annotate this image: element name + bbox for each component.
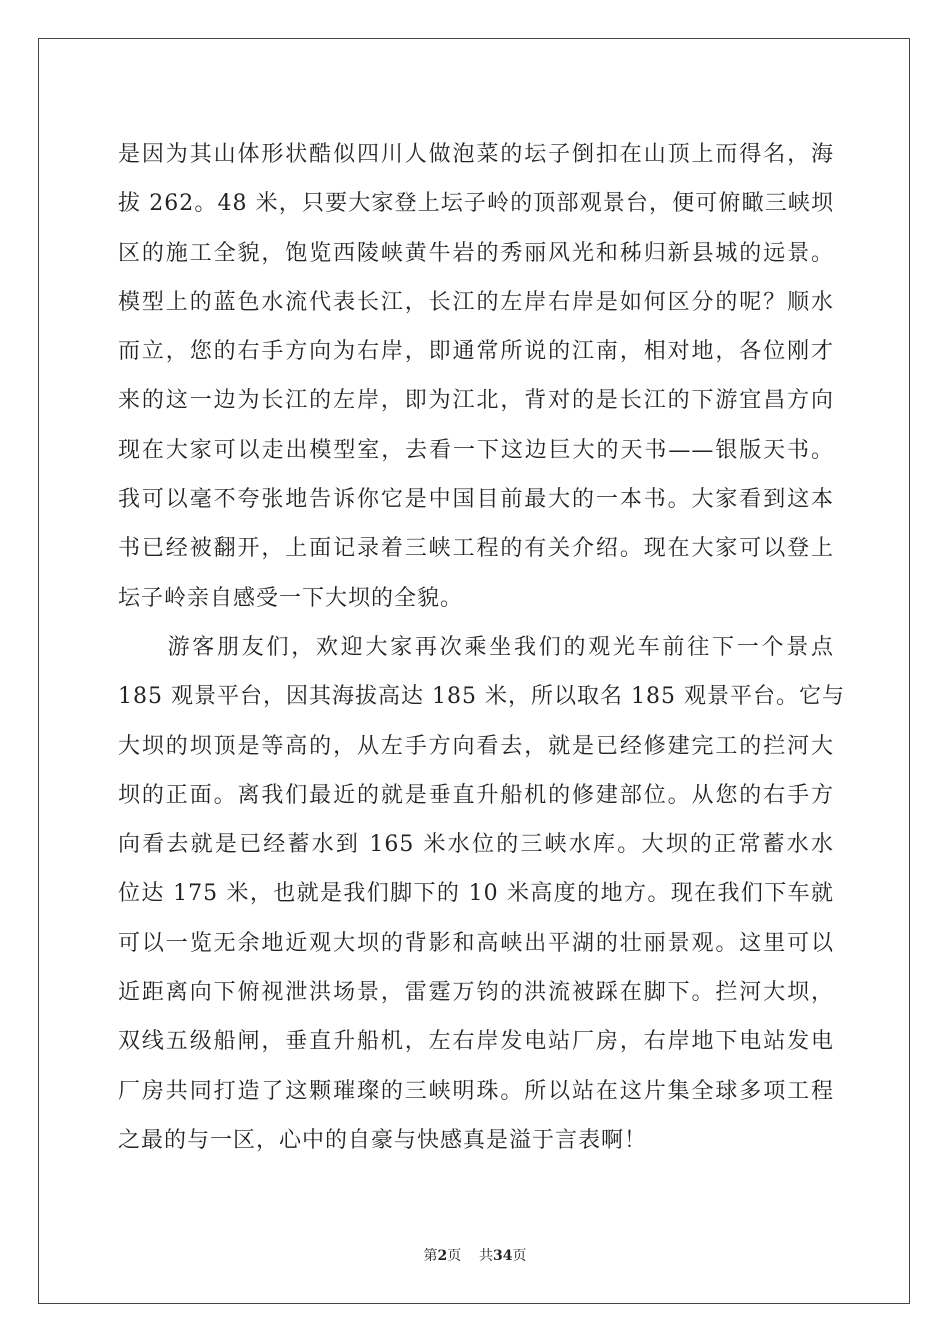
page-number: 2 [437,1248,448,1264]
document-body [118,130,845,1165]
text-line: 坛子岭亲自感受一下大坝的全貌。 [118,585,464,611]
total-pages: 34 [493,1248,513,1264]
total-suffix: 页 [512,1248,527,1264]
text-line: 而立，您的右手方向为右岸，即通常所说的江南，相对地，各位刚才 [118,339,834,365]
text-line: 可以一览无余地近观大坝的背影和高峡出平湖的壮丽景观。这里可以 [118,930,834,956]
text-line: 大坝的坝顶是等高的，从左手方向看去，就是已经修建完工的拦河大 [118,733,834,759]
text-line: 近距离向下俯视泄洪场景，雷霆万钧的洪流被踩在脚下。拦河大坝， [118,980,834,1006]
text-line: 185 观景平台，因其海拔高达 185 米，所以取名 185 观景平台。它与 [118,684,845,710]
text-line: 书已经被翻开，上面记录着三峡工程的有关介绍。现在大家可以登上 [118,536,834,562]
page-footer [0,1245,950,1265]
text-line: 游客朋友们，欢迎大家再次乘坐我们的观光车前往下一个景点 [118,634,834,660]
text-line: 区的施工全貌，饱览西陵峡黄牛岩的秀丽风光和秭归新县城的远景。 [118,240,834,266]
text-line: 位达 175 米，也就是我们脚下的 10 米高度的地方。现在我们下车就 [118,881,834,907]
text-line: 我可以毫不夸张地告诉你它是中国目前最大的一本书。大家看到这本 [118,487,834,513]
page-prefix: 第 [423,1248,438,1264]
text-line: 双线五级船闸，垂直升船机，左右岸发电站厂房，右岸地下电站发电 [118,1029,834,1055]
text-line: 厂房共同打造了这颗璀璨的三峡明珠。所以站在这片集全球多项工程 [118,1078,834,1104]
total-prefix: 共 [479,1248,494,1264]
text-line: 坝的正面。离我们最近的就是垂直升船机的修建部位。从您的右手方 [118,782,834,808]
text-line: 之最的与一区，心中的自豪与快感真是溢于言表啊！ [118,1127,648,1153]
text-line: 向看去就是已经蓄水到 165 米水位的三峡水库。大坝的正常蓄水水 [118,832,834,858]
text-line: 现在大家可以走出模型室，去看一下这边巨大的天书——银版天书。 [118,437,834,463]
page-suffix: 页 [447,1248,462,1264]
text-line: 来的这一边为长江的左岸，即为江北，背对的是长江的下游宜昌方向 [118,388,834,414]
text-line: 是因为其山体形状酷似四川人做泡菜的坛子倒扣在山顶上而得名，海 [118,142,834,167]
text-line: 模型上的蓝色水流代表长江，长江的左岸右岸是如何区分的呢？顺水 [118,289,834,315]
text-line: 拔 262。48 米，只要大家登上坛子岭的顶部观景台，便可俯瞰三峡坝 [118,191,834,217]
